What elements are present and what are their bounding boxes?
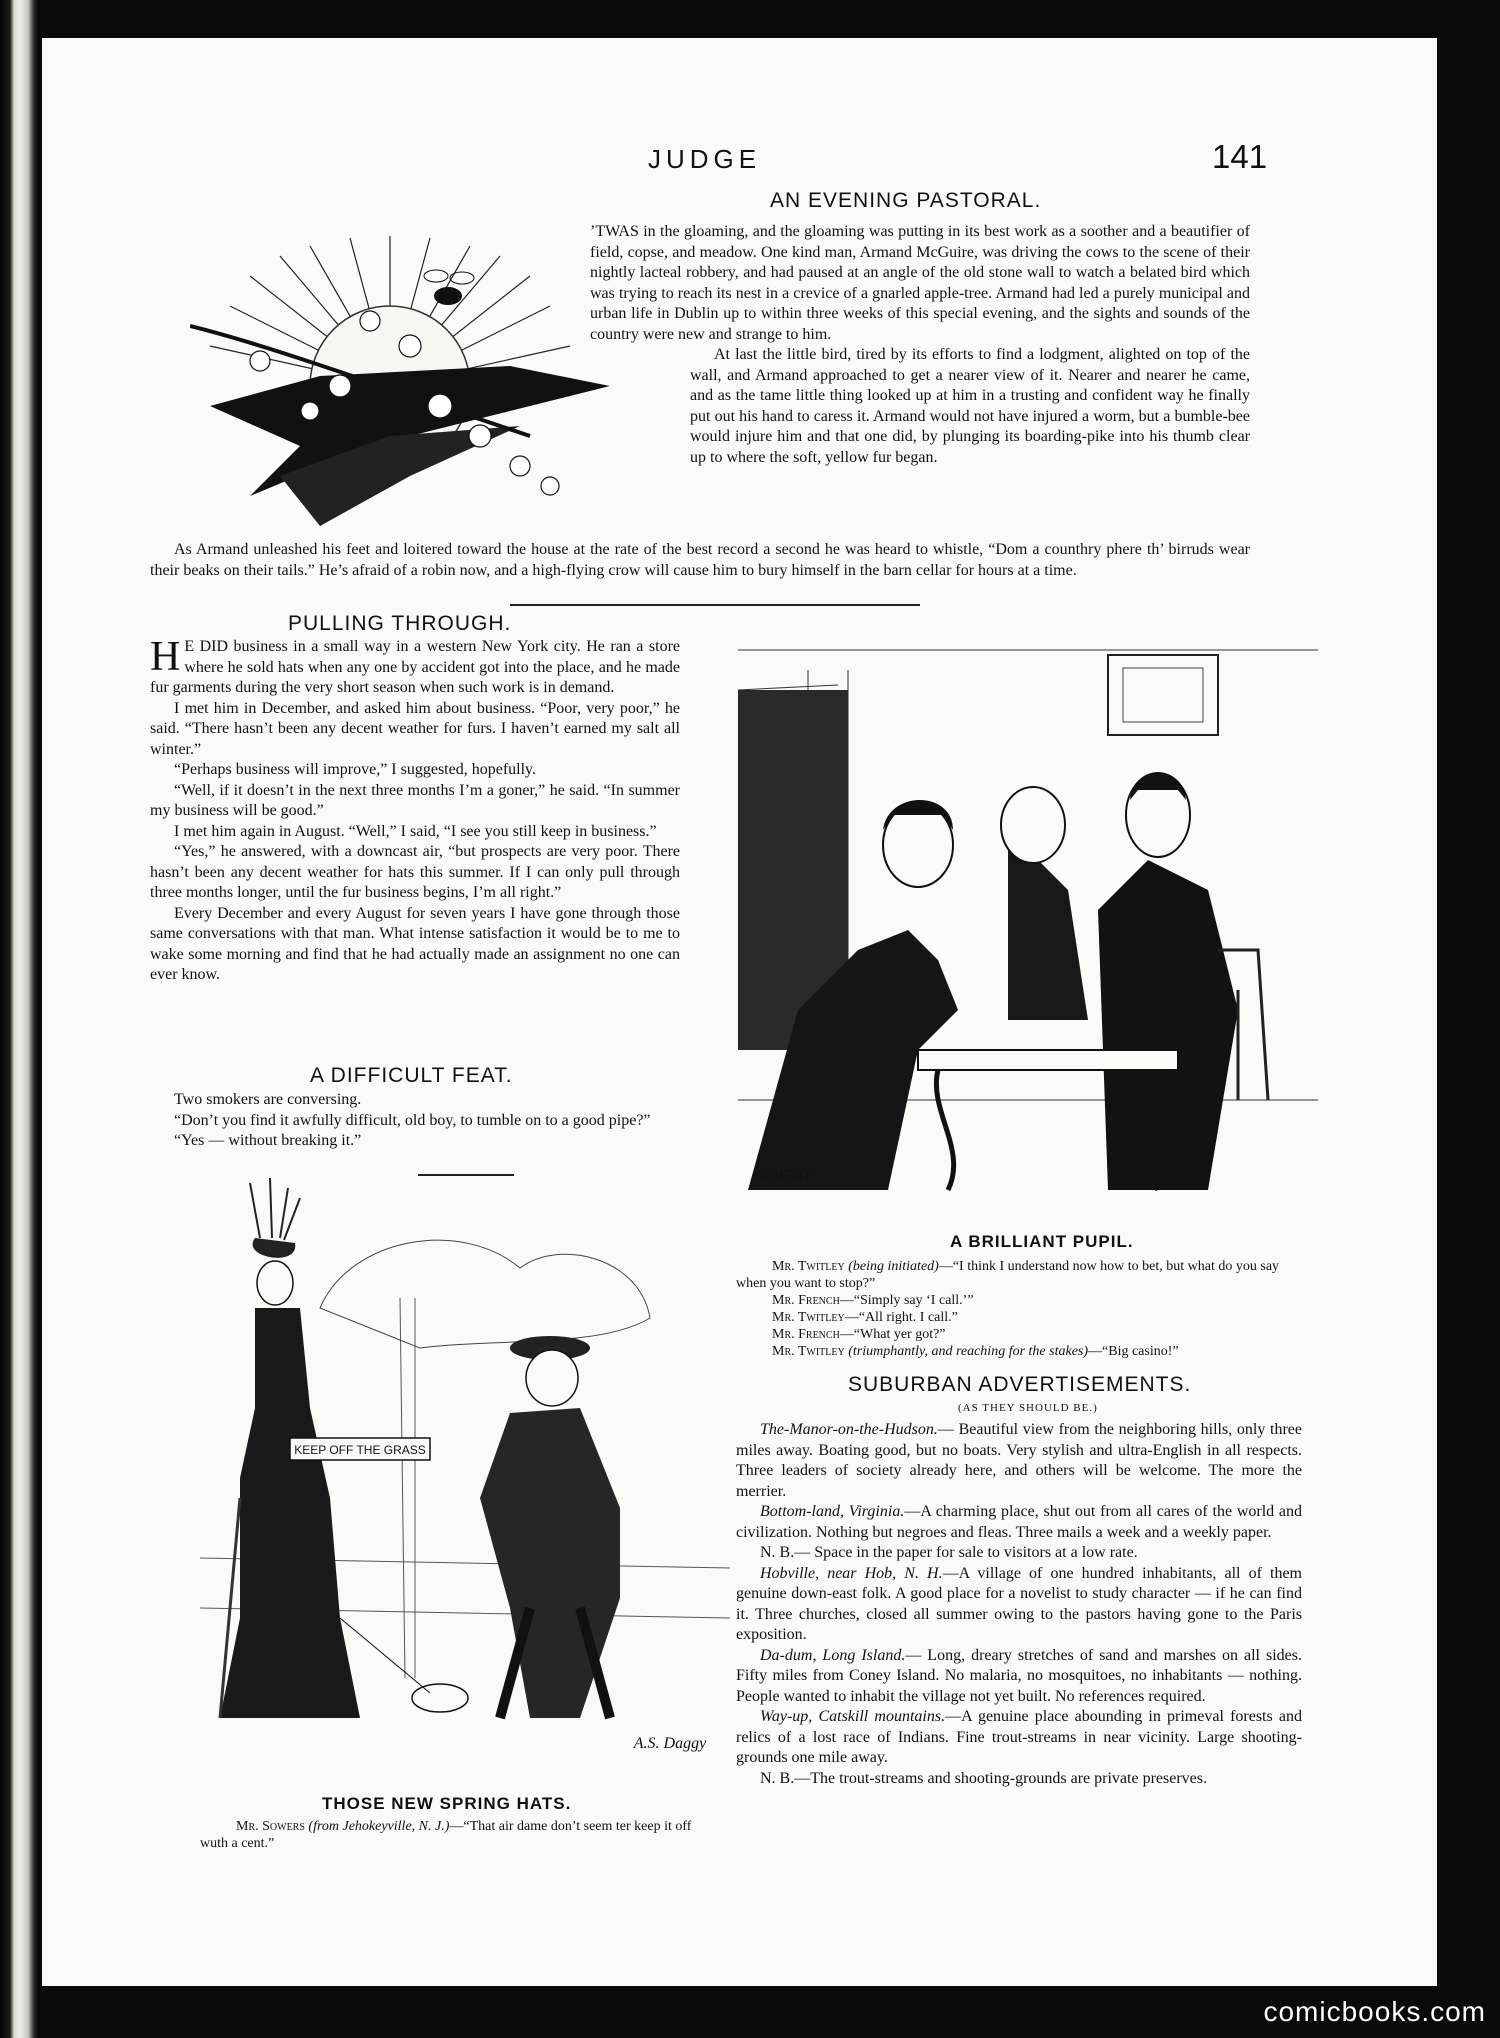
dialogue-text: —“Simply say ‘I call.’” [839, 1293, 974, 1308]
ad-text: —A genuine place abounding in primeval forests and relics of a lost race of Indians. Fine trout-streams in near vicinity. Large shooting-grounds one mile away. [736, 1708, 1302, 1766]
suburban-body [736, 1420, 1302, 1789]
speaker-name: Mr. Twitley [772, 1259, 845, 1274]
speaker-name: Mr. French [772, 1293, 840, 1308]
hats-caption-title: THOSE NEW SPRING HATS. [322, 1794, 572, 1813]
feat-body [150, 1090, 680, 1152]
dialogue-line [736, 1292, 1302, 1309]
pastoral-paragraph: At last the little bird, tired by its efforts to find a lodgment, alighted on top of the wall, and Armand approached to get a nearer view of it. Nearer and nearer he came, and as the tame little thing looked up at him in a trusting and confident way he finally put out his hand to caress it. Armand would not have injured a worm, but a bumble-bee would injure him and that one did, by plunging its boarding-pike into his thumb clear up to where the soft, yellow fur began. [690, 346, 1250, 466]
stage-direction: (from Jehokeyville, N. J.) [308, 1819, 450, 1834]
masthead: JUDGE [648, 144, 762, 174]
ad-note: N. B.—The trout-streams and shooting-grounds are private preserves. [760, 1769, 1207, 1787]
hats-caption [200, 1818, 720, 1852]
dialogue-text: —“What yer got?” [839, 1327, 946, 1342]
site-watermark: comicbooks.com [1263, 1996, 1486, 2027]
pupil-signature: DAGOY [758, 1167, 812, 1184]
pulling-paragraph: “Yes,” he answered, with a downcast air, “but prospects are very poor. There hasn’t been any decent weather for hats this summer. If I can only pull through three months longer, until the fur business begins, I’m all right.” [150, 843, 680, 901]
pulling-title: PULLING THROUGH. [288, 612, 512, 635]
ad-note: N. B.— Space in the paper for sale to visitors at a low rate. [760, 1544, 1138, 1561]
dialogue-line [736, 1258, 1302, 1292]
drop-cap: H [150, 634, 181, 680]
feat-paragraph: “Don’t you find it awfully difficult, old boy, to tumble on to a good pipe?” [174, 1111, 651, 1129]
card-players-illustration [738, 630, 1318, 1210]
spring-hats-illustration [200, 1178, 730, 1773]
pulling-paragraph [150, 634, 680, 699]
keep-off-sign: KEEP OFF THE GRASS [294, 1443, 426, 1457]
pastoral-title: AN EVENING PASTORAL. [770, 189, 1042, 212]
speaker-name: Mr. Twitley [772, 1344, 845, 1359]
ad-place: Da-dum, Long Island. [760, 1646, 906, 1664]
suburban-title: SUBURBAN ADVERTISEMENTS. [848, 1373, 1192, 1396]
suburban-subtitle: (AS THEY SHOULD BE.) [958, 1402, 1098, 1414]
pastoral-paragraph: As Armand unleashed his feet and loitered toward the house at the rate of the best record a second he was heard to whistle, “Dom a counthry phere th’ birruds wear their beaks on their tails.” He’s afraid of a robin now, and a high-flying crow will cause him to bury himself in the barn cellar for hours at a time. [150, 541, 1250, 579]
hats-signature: A.S. Daggy [633, 1735, 707, 1752]
dialogue-line [736, 1343, 1302, 1360]
ad-entry [736, 1420, 1302, 1502]
ad-text: —A charming place, shut out from all cares of the world and civilization. Nothing but negroes and fleas. Three mails a week and a weekly paper. [736, 1503, 1303, 1541]
dialogue-text: —“Big casino!” [1088, 1344, 1179, 1359]
stage-direction: (triumphantly, and reaching for the stakes) [848, 1344, 1089, 1359]
pulling-paragraph: Every December and every August for seven years I have gone through those same conversations with that man. What intense satisfaction it would be to me to wake some morning and find that he had actually made an assignment no one can ever know. [150, 904, 680, 983]
pastoral-final-paragraph [150, 540, 1250, 581]
speaker-name: Mr. Twitley [772, 1310, 845, 1325]
stage-direction: (being initiated) [848, 1259, 939, 1274]
dialogue-line [736, 1309, 1302, 1326]
speaker-name: Mr. French [772, 1327, 840, 1342]
ad-place: The-Manor-on-the-Hudson. [760, 1421, 938, 1438]
dialogue-text: —“I think I understand now how to bet, but what do you say when you want to stop?” [736, 1259, 1280, 1291]
feat-paragraph: “Yes — without breaking it.” [174, 1132, 362, 1149]
dialogue-text: —“That air dame don’t seem ter keep it off wuth a cent.” [200, 1819, 692, 1851]
pulling-paragraph: I met him again in August. “Well,” I said, “I see you still keep in business.” [174, 822, 657, 840]
ad-place: Way-up, Catskill mountains. [760, 1708, 946, 1725]
ad-entry [736, 1564, 1302, 1646]
pupil-dialogue [736, 1258, 1302, 1360]
pulling-paragraph: I met him in December, and asked him about business. “Poor, very poor,” he said. “There hasn’t been any decent weather for furs. I haven’t earned my salt all winter.” [150, 699, 680, 758]
ad-entry [736, 1707, 1302, 1769]
ad-entry [736, 1502, 1302, 1543]
pulling-body [150, 634, 680, 986]
pulling-text: E DID business in a small way in a western New York city. He ran a store where he sold hats when any one by accident got into the place, and he made fur garments during the very short season when such work is in demand. [150, 638, 680, 696]
section-rule [510, 604, 920, 606]
pulling-paragraph: “Well, if it doesn’t in the next three months I’m a goner,” he said. “In summer my business will be good.” [150, 781, 680, 819]
ad-place: Bottom-land, Virginia. [760, 1503, 905, 1520]
pastoral-body [560, 222, 1250, 468]
feat-paragraph: Two smokers are conversing. [174, 1091, 362, 1108]
dialogue-line [200, 1818, 720, 1852]
ad-text: — Long, dreary stretches of sand and marshes on all sides. Fifty miles from Coney Island. No malaria, no mosquitoes, no inhabitants — nothing. People wanted to inhabit the village not yet built. No references required. [736, 1646, 1302, 1705]
dialogue-line [736, 1326, 1302, 1343]
feat-title: A DIFFICULT FEAT. [310, 1064, 513, 1087]
ad-text: —A village of one hundred inhabitants, all of them genuine down-east folk. A good place for a novelist to study character — if he can find it. Three churches, closed all summer owing to the pastors having gone to the Paris exposition. [736, 1564, 1303, 1643]
ad-entry [736, 1646, 1302, 1708]
pastoral-paragraph: ’TWAS in the gloaming, and the gloaming was putting in its best work as a soother and a beautifier of field, copse, and meadow. One kind man, Armand McGuire, was driving the cows to the scene of their nightly lacteal robbery, and had paused at an angle of the old stone wall to watch a belated bird which was trying to reach its nest in a crevice of a gnarled apple-tree. Armand had led a purely municipal and urban life in Dublin up to within three weeks of this special evening, and the sights and sounds of the country were new and strange to him. [590, 223, 1250, 343]
ad-text: — Beautiful view from the neighboring hills, only three miles away. Boating good, but no boats. Very stylish and ultra-English in all respects. Three leaders of society already here, and others will be welcome. The more the merrier. [736, 1421, 1302, 1500]
page-number: 141 [1212, 138, 1268, 175]
speaker-name: Mr. Sowers [236, 1819, 305, 1834]
short-rule [418, 1174, 514, 1176]
dialogue-text: —“All right. I call.” [844, 1310, 958, 1325]
ad-place: Hobville, near Hob, N. H. [760, 1564, 943, 1582]
pulling-paragraph: “Perhaps business will improve,” I suggested, hopefully. [174, 761, 537, 778]
pupil-caption-title: A BRILLIANT PUPIL. [950, 1232, 1134, 1251]
